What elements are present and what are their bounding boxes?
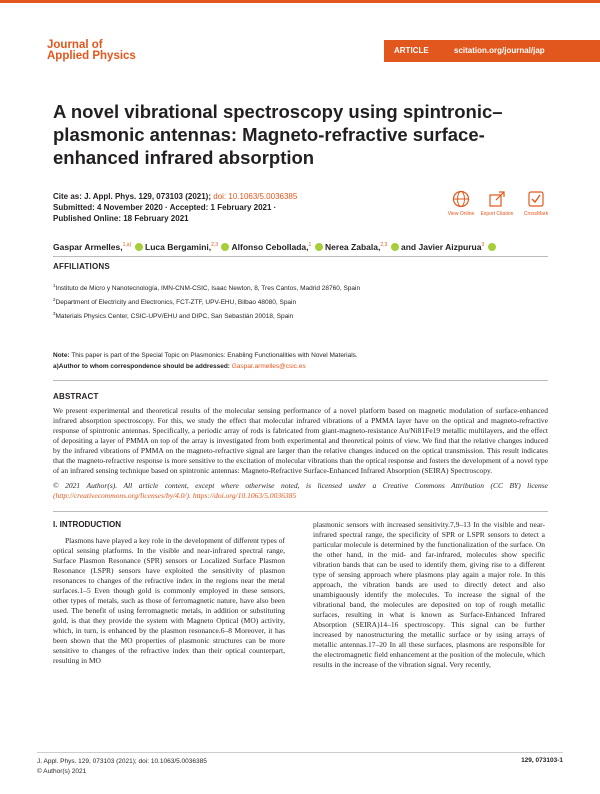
top-accent-bar (0, 0, 600, 3)
journal-logo[interactable] (47, 40, 136, 62)
intro-paragraph: Plasmons have played a key role in the development of different types of optical sensing platforms. In the visible and near-infrared spectral range, Surface Plasmon Resonance (SPR) sensors or Localized Surface Plasmon Resonance (LSPR) sensors have exploited the sensitivity of plasmon resonances to changes of the refractive index in the regions near the metal surfaces.1–5 Even though gold is commonly employed in these sensors, other types of metals, such as those of ferromagnetic nature, have also been used. The benefit of using ferromagnetic metals, in addition or substituting gold, is that they provide the system with Magneto Optical (MO) activity, which, in turn, is enhanced by the plasmon resonance.6–8 Moreover, it has been shown that the MO properties of plasmonic structures can be more sensitive to changes of the refractive index than their optical counterpart, resulting in MO (53, 536, 285, 665)
divider (53, 380, 548, 381)
affil-text: Department of Electricity and Electronics, FCT-ZTF, UPV-EHU, Bilbao 48080, Spain (55, 299, 297, 307)
author-affil-sup: 1,a) (122, 242, 132, 248)
paper-title: A novel vibrational spectroscopy using spintronic–plasmonic antennas: Magneto-refractive surface-enhanced infrared absorption (53, 101, 503, 168)
author-list (53, 240, 496, 253)
orcid-icon[interactable] (391, 243, 399, 251)
divider (53, 256, 548, 257)
affiliations-heading: AFFILIATIONS (53, 262, 110, 271)
corr-label: a)Author to whom correspondence should be addressed: (53, 363, 230, 370)
footer-divider (37, 752, 563, 753)
export-citation-button[interactable] (477, 190, 517, 217)
author-name[interactable]: and Javier Aizpurua (401, 241, 482, 252)
affil-text: Materials Physics Center, CSIC-UPV/EHU and DIPC, San Sebastián 20018, Spain (55, 313, 294, 321)
affil-sup: 2 (53, 297, 56, 303)
affil-sup: 3 (53, 311, 56, 317)
intro-column-1 (53, 520, 285, 666)
author-affil-sup: 1 (308, 242, 312, 248)
header-banner (384, 40, 600, 62)
submitted-dates: Submitted: 4 November 2020 · Accepted: 1 February 2021 · (53, 203, 277, 212)
doi-footer-link[interactable]: https://doi.org/10.1063/5.0036385 (192, 491, 297, 500)
intro-paragraph: plasmonic sensors with increased sensitivity.7,9–13 In the visible and near-infrared spectral range, the specificity of SPR or LSPR sensors to detect a particular molecule is determined by the functionalization of the surface. On the other hand, in the mid- and far-infrared, molecules show specific vibration bands that can be used to identify them, giving rise to a different type of sensing approach where plasmons play again a major role. In this approach, the vibration bands are used to directly detect and also unambiguously identify the molecules. To increase the signal of the vibrational band, the molecules are deposited on top of rough metallic surfaces, resulting in what is known as Surface-Enhanced Infrared Absorption (SEIRA)14–16 spectroscopy. This signal can be further increased by nanostructuring the metallic surface or by using arrays of metallic antennas.17–20 In all these surfaces, plasmons are responsible for the electromagnetic field enhancement at the position of the molecule, which results in the increase of the vibration signal. Very recently, (313, 520, 545, 669)
note-label: Note: (53, 352, 70, 359)
view-online-button[interactable] (441, 190, 481, 217)
cc-license-link[interactable]: (http://creativecommons.org/licenses/by/4.0/). (53, 491, 191, 500)
affiliations-list (53, 280, 360, 322)
intro-heading: I. INTRODUCTION (53, 520, 121, 529)
footer-copyright: © Author(s) 2021 (37, 768, 87, 775)
view-online-label: View Online (447, 211, 475, 217)
footer-left (37, 757, 207, 777)
affiliation-item (53, 308, 360, 322)
divider (53, 511, 548, 512)
export-citation-label: Export Citation (480, 211, 514, 217)
author-affil-sup: 2,3 (211, 242, 219, 248)
orcid-icon[interactable] (315, 243, 323, 251)
author-name[interactable]: Gaspar Armelles, (53, 241, 123, 252)
author-name[interactable]: Alfonso Cebollada, (231, 241, 309, 252)
export-icon (488, 190, 506, 208)
author-affil-sup: 2,3 (380, 242, 388, 248)
page-number: 129, 073103-1 (521, 757, 563, 764)
notes-block (53, 350, 358, 372)
license-text: © 2021 Author(s). All article content, except where otherwise noted, is licensed under a Creative Commons Attribution (CC BY) license (53, 481, 548, 490)
article-type: ARTICLE (394, 46, 429, 55)
crossmark-button[interactable] (516, 190, 556, 217)
orcid-icon[interactable] (221, 243, 229, 251)
author-name[interactable]: Nerea Zabala, (325, 241, 381, 252)
footer-citation: J. Appl. Phys. 129, 073103 (2021); doi: 10.1063/5.0036385 (37, 758, 207, 765)
doi-link[interactable]: doi: 10.1063/5.0036385 (213, 192, 298, 201)
journal-url-link[interactable]: scitation.org/journal/jap (454, 46, 545, 55)
author-name[interactable]: Luca Bergamini, (145, 241, 212, 252)
abstract-heading: ABSTRACT (53, 392, 99, 401)
affiliation-item (53, 294, 360, 308)
cite-as: Cite as: J. Appl. Phys. 129, 073103 (2021); (53, 192, 212, 201)
affil-text: Instituto de Micro y Nanotecnología, IMN-CNM-CSIC, Isaac Newton, 8, Tres Cantos, Madrid 28760, Spain (55, 285, 361, 293)
orcid-icon[interactable] (135, 243, 143, 251)
affil-sup: 1 (53, 283, 56, 288)
crossmark-label: CrossMark (523, 211, 549, 217)
journal-name-line2: Applied Physics (47, 50, 136, 62)
affiliation-item (53, 280, 360, 294)
abstract-text: We present experimental and theoretical results of the molecular sensing performance of a novel platform based on magnetic modulation of surface-enhanced infrared absorption spectroscopy. For this, we study the effect that molecular infrared vibrations of a PMMA layer have on the optical and magneto-refractive response of spintronic antennas. Specifically, a periodic array of rods is fabricated from giant-magneto-resistance Au/Ni81Fe19 metallic multilayers, and the effect of depositing a layer of PMMA on top of the array is investigated from both experimental and theoretical points of view. We find that the relative changes induced by the infrared vibrations of PMMA on the magneto-refractive signal are larger than the relative changes induced on the optical transmission. This result indicates that the magneto-refractive response is more sensitive to the excitation of molecular vibrations than the optical response and fosters the development of a novel type of an infrared sensing technique based on spintronic antennas: Magneto-Refractive Surface-Enhanced Infrared Absorption (SEIRA) Spectroscopy. (53, 406, 548, 475)
license-block (53, 481, 548, 501)
published-date: Published Online: 18 February 2021 (53, 214, 189, 223)
journal-name-line1: Journal of (47, 39, 103, 51)
globe-icon (452, 190, 470, 208)
note-text: This paper is part of the Special Topic on Plasmonics: Enabling Functionalities with Novel Materials. (71, 352, 358, 359)
orcid-icon[interactable] (488, 243, 496, 251)
citation-block (53, 191, 297, 224)
email-link[interactable]: Gaspar.armelles@csic.es (231, 363, 306, 370)
intro-column-2 (313, 520, 545, 670)
author-affil-sup: 3 (481, 242, 485, 248)
crossmark-icon (527, 190, 545, 208)
